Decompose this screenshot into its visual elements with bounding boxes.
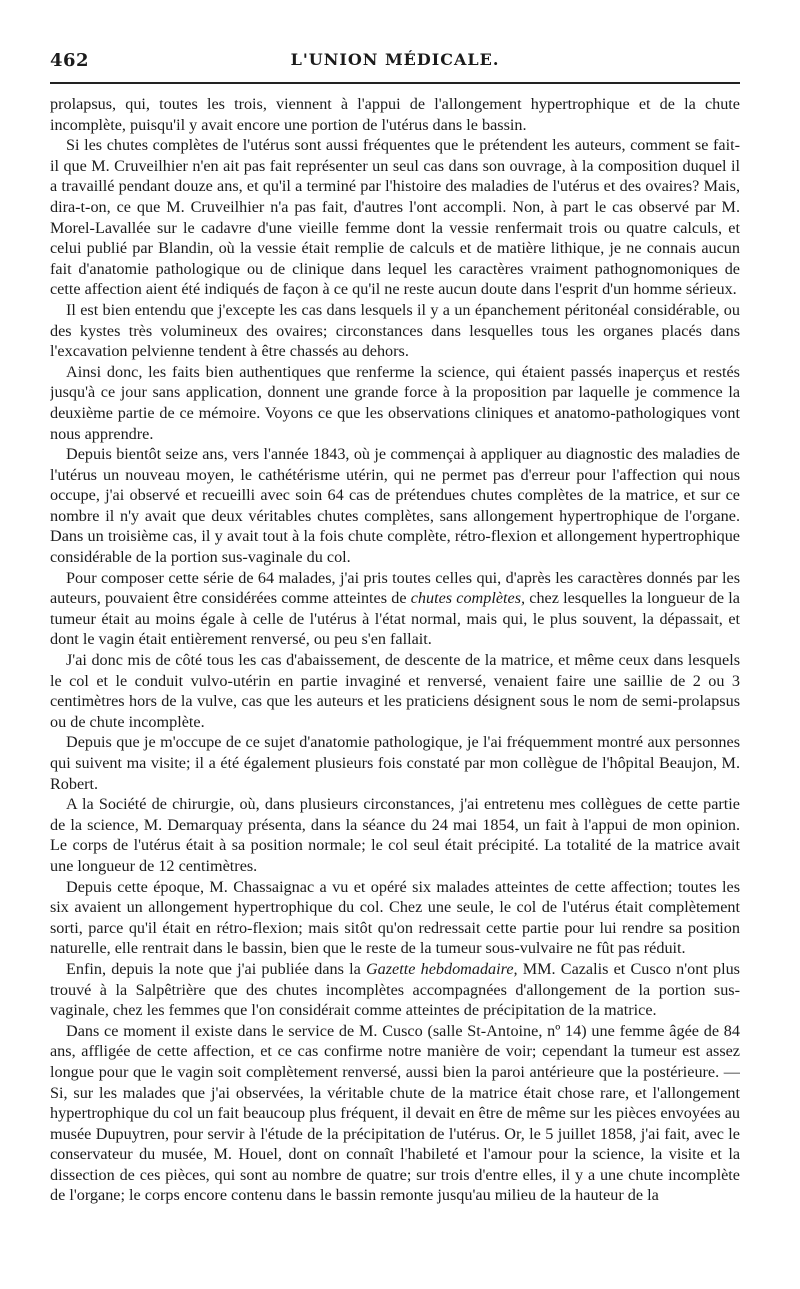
paragraph-cusco-musee: Dans ce moment il existe dans le service de M. Cusco (salle St-Antoine, nº 14) une femme âgée de 84 ans, affligée de cette affection, et ce cas confirme notre manière de voir; cependant la tumeur est assez longue pour que le vagin soit complètement renversé, aussi bien la paroi antérieure que la postérieure. — Si, sur les malades que j'ai observées, la véritable chute de la matrice était chose rare, et l'allongement hypertrophique du col un fait beaucoup plus fréquent, il devait en être de même sur les pièces envoyées au musée Dupuytren, pour servir à l'étude de la précipitation de l'utérus. Or, le 5 juillet 1858, j'ai fait, avec le conservateur du musée, M. Houel, dont on connaît l'habileté et l'amour pour la science, la visite et la dissection de ces pièces, qui sont au nombre de quatre; sur trois d'entre elles, il y a une chute incomplète de l'organe; le corps encore contenu dans le bassin remonte jusqu'au milieu de la hauteur de la	[50, 1021, 740, 1205]
paragraph-serie-64-part2: chez lesquelles la longueur de la tumeur était au moins égale à celle de l'utérus à l'état normal, mais qui, le plus souvent, la dépassait, et dont le vagin était entièrement renversé, ou peu s'en fallait.	[50, 589, 740, 649]
paragraph-abaissement: J'ai donc mis de côté tous les cas d'abaissement, de descente de la matrice, et même ceux dans lesquels le col et le conduit vulvo-utérin en partie invaginé et renversé, venaient faire une saillie de 2 ou 3 centimètres hors de la vulve, cas que les auteurs et les praticiens désignent sous le nom de semi-prolapsus ou de chute incomplète.	[50, 651, 740, 731]
paragraph-cruveilhier: Si les chutes complètes de l'utérus sont aussi fréquentes que le prétendent les auteurs, comment se fait-il que M. Cruveilhier n'en ait pas fait représenter un seul cas dans son ouvrage, à la composition duquel il a travaillé pendant douze ans, et qu'il a terminé par l'histoire des maladies de l'utérus et des ovaires? Mais, dira-t-on, ce que M. Cruveilhier n'a pas fait, d'autres l'ont accompli. Non, à part le cas observé par M. Morel-Lavallée sur le cadavre d'une vieille femme dont la vessie renfermait trois ou quatre calculs, et celui publié par Blandin, où la vessie était remplie de calculs et de matière lithique, je ne connais aucun fait d'anatomie pathologique ou de clinique dans lequel les caractères vraiment pathognomoniques de cette affection aient été indiqués de façon à ce qu'il ne reste aucun doute dans l'esprit d'un homme sérieux.	[50, 136, 740, 299]
paragraph-gazette	[50, 959, 740, 1021]
header-rule	[50, 82, 740, 84]
italic-chutes-completes: chutes complètes,	[410, 589, 526, 608]
paragraph-continuation: prolapsus, qui, toutes les trois, viennent à l'appui de l'allongement hypertrophique et de la chute incomplète, puisqu'il y avait encore une portion de l'utérus dans le bassin.	[50, 95, 740, 134]
page-number: 462	[50, 50, 90, 71]
paragraph-depuis-1843: Depuis bientôt seize ans, vers l'année 1843, où je commençai à appliquer au diagnostic des maladies de l'utérus un nouveau moyen, le cathétérisme utérin, qui ne permet pas d'erreur pour l'affection qui nous occupe, j'ai observé et recueilli avec soin 64 cas de prétendues chutes complètes de la matrice, et sur ce nombre il n'y avait que deux véritables chutes complètes, sans allongement hypertrophique de l'organe. Dans un troisième cas, il y avait tout à la fois chute complète, rétro-flexion et allongement hypertrophique considérable de la portion sus-vaginale du col.	[50, 445, 740, 567]
paragraph-robert: Depuis que je m'occupe de ce sujet d'anatomie pathologique, je l'ai fréquemment montré aux personnes qui suivent ma visite; il a été également plusieurs fois constaté par mon collègue de l'hôpital Beaujon, M. Robert.	[50, 733, 740, 793]
paragraph-exception: Il est bien entendu que j'excepte les cas dans lesquels il y a un épanchement péritonéal considérable, ou des kystes très volumineux des ovaires; circonstances dans lesquelles tous les organes placés dans l'excavation pelvienne tendent à être chassés au dehors.	[50, 300, 740, 361]
paragraph-serie-64	[50, 568, 740, 650]
paragraph-gazette-part1: Enfin, depuis la note que j'ai publiée dans la	[66, 959, 366, 978]
document-page	[50, 40, 740, 1255]
italic-gazette-hebdomadaire: Gazette hebdomadaire,	[365, 959, 518, 978]
running-head	[50, 40, 740, 74]
journal-title: L'UNION MÉDICALE.	[290, 50, 500, 69]
paragraph-serie-64-part1: Pour composer cette série de 64 malades, j'ai pris toutes celles qui, d'après les caractères donnés par les auteurs, pouvaient être considérées comme atteintes de	[50, 568, 740, 608]
paragraph-ainsi-donc: Ainsi donc, les faits bien authentiques que renferme la science, qui étaient passés inaperçus et restés jusqu'à ce jour sans application, donnent une grande force à la proposition par laquelle je commence la deuxième partie de ce mémoire. Voyons ce que les observations cliniques et anatomo-pathologiques vont nous apprendre.	[50, 362, 740, 443]
paragraph-societe-chirurgie: A la Société de chirurgie, où, dans plusieurs circonstances, j'ai entretenu mes collègues de cette partie de la science, M. Demarquay présenta, dans la séance du 24 mai 1854, un fait à l'appui de mon opinion. Le corps de l'utérus était à sa position normale; le col seul était précipité. La totalité de la matrice avait une longueur de 12 centimètres.	[50, 795, 740, 875]
article-body	[50, 94, 740, 1206]
paragraph-gazette-part2: MM. Cazalis et Cusco n'ont plus trouvé à la Salpêtrière que des chutes incomplètes accompagnées d'allongement de la portion sus-vaginale, chez les femmes que l'on considérait comme atteintes de précipitation de la matrice.	[50, 959, 740, 1020]
paragraph-chassaignac: Depuis cette époque, M. Chassaignac a vu et opéré six malades atteintes de cette affection; toutes les six avaient un allongement hypertrophique du col. Chez une seule, le col de l'utérus était complètement sorti, parce qu'il était en rétro-flexion; mais sitôt qu'on redressait cette partie pour lui rendre sa position naturelle, elle rentrait dans le bassin, bien que le reste de la tumeur sous-vulvaire ne fût pas réduit.	[50, 877, 740, 958]
